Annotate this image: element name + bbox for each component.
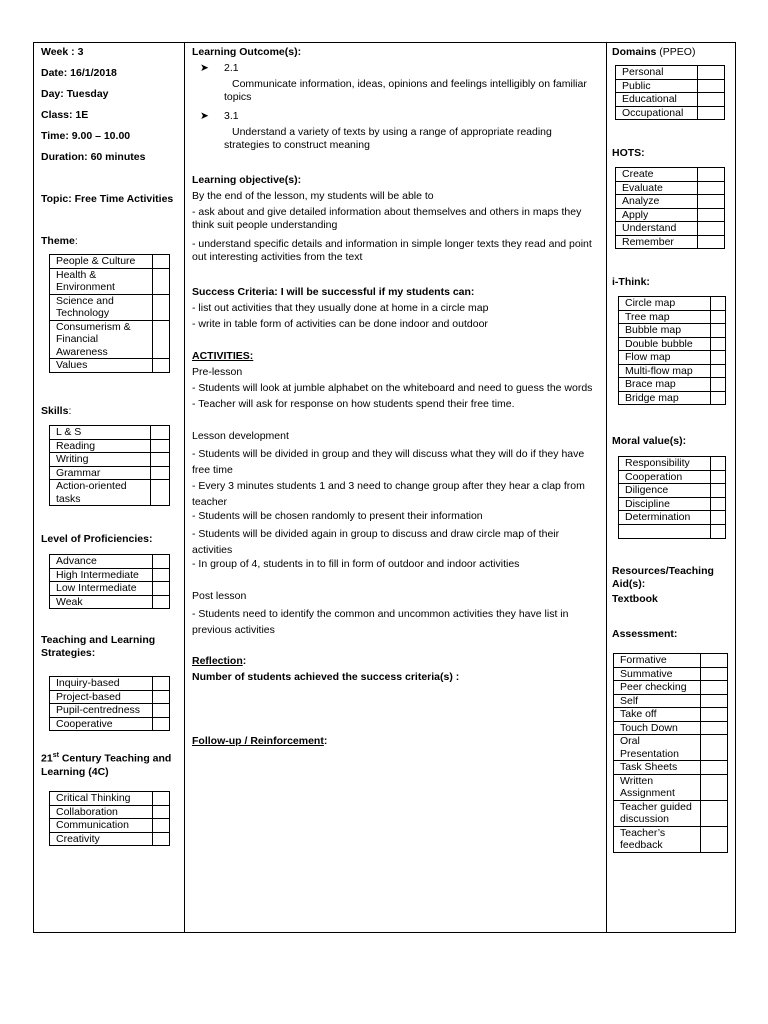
checkbox[interactable] [711,324,726,338]
pre-lesson-label: Pre-lesson [192,366,243,378]
ithink-row[interactable]: Bubble map [619,324,726,338]
checkbox[interactable] [711,351,726,365]
checkbox[interactable] [153,717,170,731]
ithink-row[interactable]: Bridge map [619,391,726,405]
checkbox[interactable] [701,800,728,826]
assessment-row[interactable]: Task Sheets [614,761,728,775]
assessment-table [613,653,728,853]
success-item: - list out activities that they usually done at home in a circle map [192,302,489,314]
checkbox[interactable] [153,320,170,359]
checkbox[interactable] [151,480,170,506]
pre-lesson-item: - Students will look at jumble alphabet on the whiteboard and need to guess the words [192,382,593,394]
ithink-row[interactable]: Multi-flow map [619,364,726,378]
checkbox[interactable] [698,222,725,236]
left-column [34,43,185,932]
date: Date: 16/1/2018 [41,67,117,79]
objective-item: - understand specific details and information in simple longer texts they read and point out interesting activities from the text [192,238,592,263]
ithink-row[interactable]: Double bubble [619,337,726,351]
outcomes-heading: Learning Outcome(s): [192,46,302,58]
development-label: Lesson development [192,430,289,442]
checkbox[interactable] [153,819,170,833]
development-item: - Students will be chosen randomly to present their information [192,510,483,522]
checkbox[interactable] [153,255,170,269]
ithink-table [618,296,726,405]
assessment-row[interactable]: Teacher guided discussion [614,800,728,826]
hots-row[interactable]: Remember [616,235,725,249]
hots-row[interactable]: Create [616,168,725,182]
pre-lesson-item: - Teacher will ask for response on how students spend their free time. [192,398,515,410]
assessment-row[interactable]: Summative [614,667,728,681]
proficiency-row[interactable]: Low Intermediate [50,582,170,596]
century-row[interactable]: Critical Thinking [50,792,170,806]
domains-row[interactable]: Personal [616,66,725,80]
ithink-row[interactable]: Circle map [619,297,726,311]
class: Class: 1E [41,109,89,121]
century-row[interactable]: Communication [50,819,170,833]
checkbox[interactable] [153,690,170,704]
checkbox[interactable] [711,310,726,324]
topic: Topic: Free Time Activities [41,193,174,205]
ithink-heading: i-Think: [612,276,650,288]
checkbox[interactable] [711,484,726,498]
theme-row[interactable]: Consumerism & Financial Awareness [50,320,170,359]
moral-row[interactable]: Discipline [619,497,726,511]
checkbox[interactable] [698,106,725,120]
hots-table [615,167,725,249]
ithink-row[interactable]: Tree map [619,310,726,324]
domains-table [615,65,725,120]
reflection-text: Number of students achieved the success criteria(s) : [192,671,460,683]
domains-heading: Domains (PPEO) [612,46,696,58]
outcome-text: Understand a variety of texts by using a range of appropriate reading strategies to construct meaning [224,126,552,151]
assessment-row[interactable]: Oral Presentation [614,735,728,761]
proficiency-heading: Level of Proficiencies: [41,533,153,545]
moral-row[interactable]: Cooperation [619,470,726,484]
checkbox[interactable] [698,79,725,93]
checkbox[interactable] [701,774,728,800]
checkbox[interactable] [153,805,170,819]
theme-row[interactable]: Health & Environment [50,268,170,294]
assessment-row[interactable]: Take off [614,708,728,722]
proficiency-row[interactable]: Weak [50,595,170,609]
checkbox[interactable] [153,294,170,320]
proficiency-row[interactable]: High Intermediate [50,568,170,582]
assessment-row[interactable]: Written Assignment [614,774,728,800]
post-lesson-label: Post lesson [192,590,247,602]
checkbox[interactable] [701,667,728,681]
theme-row[interactable]: Values [50,359,170,373]
objectives-intro: By the end of the lesson, my students will be able to [192,190,434,202]
success-heading: Success Criteria: I will be successful if my students can: [192,286,475,298]
checkbox[interactable] [711,457,726,471]
activities-heading: ACTIVITIES: [192,350,254,362]
checkbox[interactable] [701,681,728,695]
checkbox[interactable] [711,297,726,311]
checkbox[interactable] [698,168,725,182]
checkbox[interactable] [698,208,725,222]
strategies-row[interactable]: Cooperative [50,717,170,731]
hots-row[interactable]: Apply [616,208,725,222]
arrow-bullet-icon: ➤ [200,110,209,122]
century-heading: 21st Century Teaching and Learning (4C) [41,752,172,778]
checkbox[interactable] [153,792,170,806]
development-item: - Students will be divided in group and they will discuss what they will do if they have free time [192,448,585,476]
checkbox[interactable] [153,582,170,596]
checkbox[interactable] [151,439,170,453]
checkbox[interactable] [711,497,726,511]
skills-row[interactable]: Reading [50,439,170,453]
theme-row[interactable]: Science and Technology [50,294,170,320]
moral-row[interactable]: Responsibility [619,457,726,471]
proficiency-row[interactable]: Advance [50,555,170,569]
assessment-row[interactable]: Teacher’s feedback [614,826,728,852]
theme-heading: Theme: [41,235,78,247]
checkbox[interactable] [711,337,726,351]
checkbox[interactable] [711,364,726,378]
skills-table [49,425,170,506]
moral-table [618,456,726,539]
checkbox[interactable] [701,721,728,735]
moral-heading: Moral value(s): [612,435,687,447]
skills-heading: Skills: [41,405,72,417]
hots-heading: HOTS: [612,147,645,159]
domains-row[interactable]: Public [616,79,725,93]
resources-value: Textbook [612,593,658,605]
hots-row[interactable]: Analyze [616,195,725,209]
development-item: - In group of 4, students in to fill in form of outdoor and indoor activities [192,558,520,570]
hots-row[interactable]: Understand [616,222,725,236]
domains-row[interactable]: Occupational [616,106,725,120]
checkbox[interactable] [698,235,725,249]
checkbox[interactable] [698,93,725,107]
skills-row[interactable]: L & S [50,426,170,440]
outcome-code: 3.1 [224,110,239,122]
day: Day: Tuesday [41,88,109,100]
checkbox[interactable] [701,761,728,775]
checkbox[interactable] [701,694,728,708]
development-item: - Every 3 minutes students 1 and 3 need to change group after they hear a clap from teacher [192,480,585,508]
moral-row[interactable]: Determination [619,511,726,525]
checkbox[interactable] [711,378,726,392]
theme-table [49,254,170,373]
checkbox[interactable] [701,735,728,761]
assessment-row[interactable]: Self [614,694,728,708]
assessment-row[interactable]: Peer checking [614,681,728,695]
strategies-row[interactable]: Project-based [50,690,170,704]
domains-row[interactable]: Educational [616,93,725,107]
checkbox[interactable] [711,511,726,525]
checkbox[interactable] [701,708,728,722]
ithink-row[interactable]: Brace map [619,378,726,392]
strategies-heading: Teaching and Learning Strategies: [41,634,156,659]
strategies-table [49,676,170,731]
checkbox[interactable] [153,359,170,373]
proficiency-table [49,554,170,609]
objective-item: - ask about and give detailed information about themselves and others in maps they think suit people understanding [192,206,582,231]
ithink-row[interactable]: Flow map [619,351,726,365]
assessment-heading: Assessment: [612,628,678,640]
assessment-row[interactable]: Touch Down [614,721,728,735]
century-row[interactable]: Collaboration [50,805,170,819]
century-table [49,791,170,846]
checkbox[interactable] [698,66,725,80]
theme-row[interactable]: People & Culture [50,255,170,269]
moral-row[interactable]: Diligence [619,484,726,498]
assessment-row[interactable]: Formative [614,654,728,668]
checkbox[interactable] [153,677,170,691]
right-column [606,43,735,932]
middle-column [184,43,607,932]
checkbox[interactable] [698,195,725,209]
lesson-plan-frame [33,42,736,933]
skills-row[interactable]: Writing [50,453,170,467]
checkbox[interactable] [711,524,726,538]
post-lesson-item: - Students need to identify the common and uncommon activities they have list in previous activities [192,608,569,636]
success-item: - write in table form of activities can be done indoor and outdoor [192,318,488,330]
checkbox[interactable] [153,568,170,582]
checkbox[interactable] [701,654,728,668]
checkbox[interactable] [711,470,726,484]
checkbox[interactable] [151,426,170,440]
checkbox[interactable] [711,391,726,405]
checkbox[interactable] [701,826,728,852]
outcome-code: 2.1 [224,62,239,74]
time: Time: 9.00 – 10.00 [41,130,131,142]
duration: Duration: 60 minutes [41,151,146,163]
checkbox[interactable] [153,268,170,294]
century-row[interactable]: Creativity [50,832,170,846]
skills-row[interactable]: Grammar [50,466,170,480]
outcome-text: Communicate information, ideas, opinions and feelings intelligibly on familiar topics [224,78,587,103]
arrow-bullet-icon: ➤ [200,62,209,74]
checkbox[interactable] [151,453,170,467]
resources-heading: Resources/Teaching Aid(s): [612,565,714,590]
week: Week : 3 [41,46,84,58]
strategies-row[interactable]: Inquiry-based [50,677,170,691]
strategies-row[interactable]: Pupil-centredness [50,704,170,718]
checkbox[interactable] [151,466,170,480]
followup-heading: Follow-up / Reinforcement: [192,735,328,747]
development-item: - Students will be divided again in group to discuss and draw circle map of their activities [192,528,560,556]
objectives-heading: Learning objective(s): [192,174,302,186]
checkbox[interactable] [153,704,170,718]
checkbox[interactable] [698,181,725,195]
checkbox[interactable] [153,595,170,609]
checkbox[interactable] [153,555,170,569]
checkbox[interactable] [153,832,170,846]
moral-row[interactable] [619,524,726,538]
skills-row[interactable]: Action-oriented tasks [50,480,170,506]
hots-row[interactable]: Evaluate [616,181,725,195]
reflection-heading: Reflection: [192,655,247,667]
